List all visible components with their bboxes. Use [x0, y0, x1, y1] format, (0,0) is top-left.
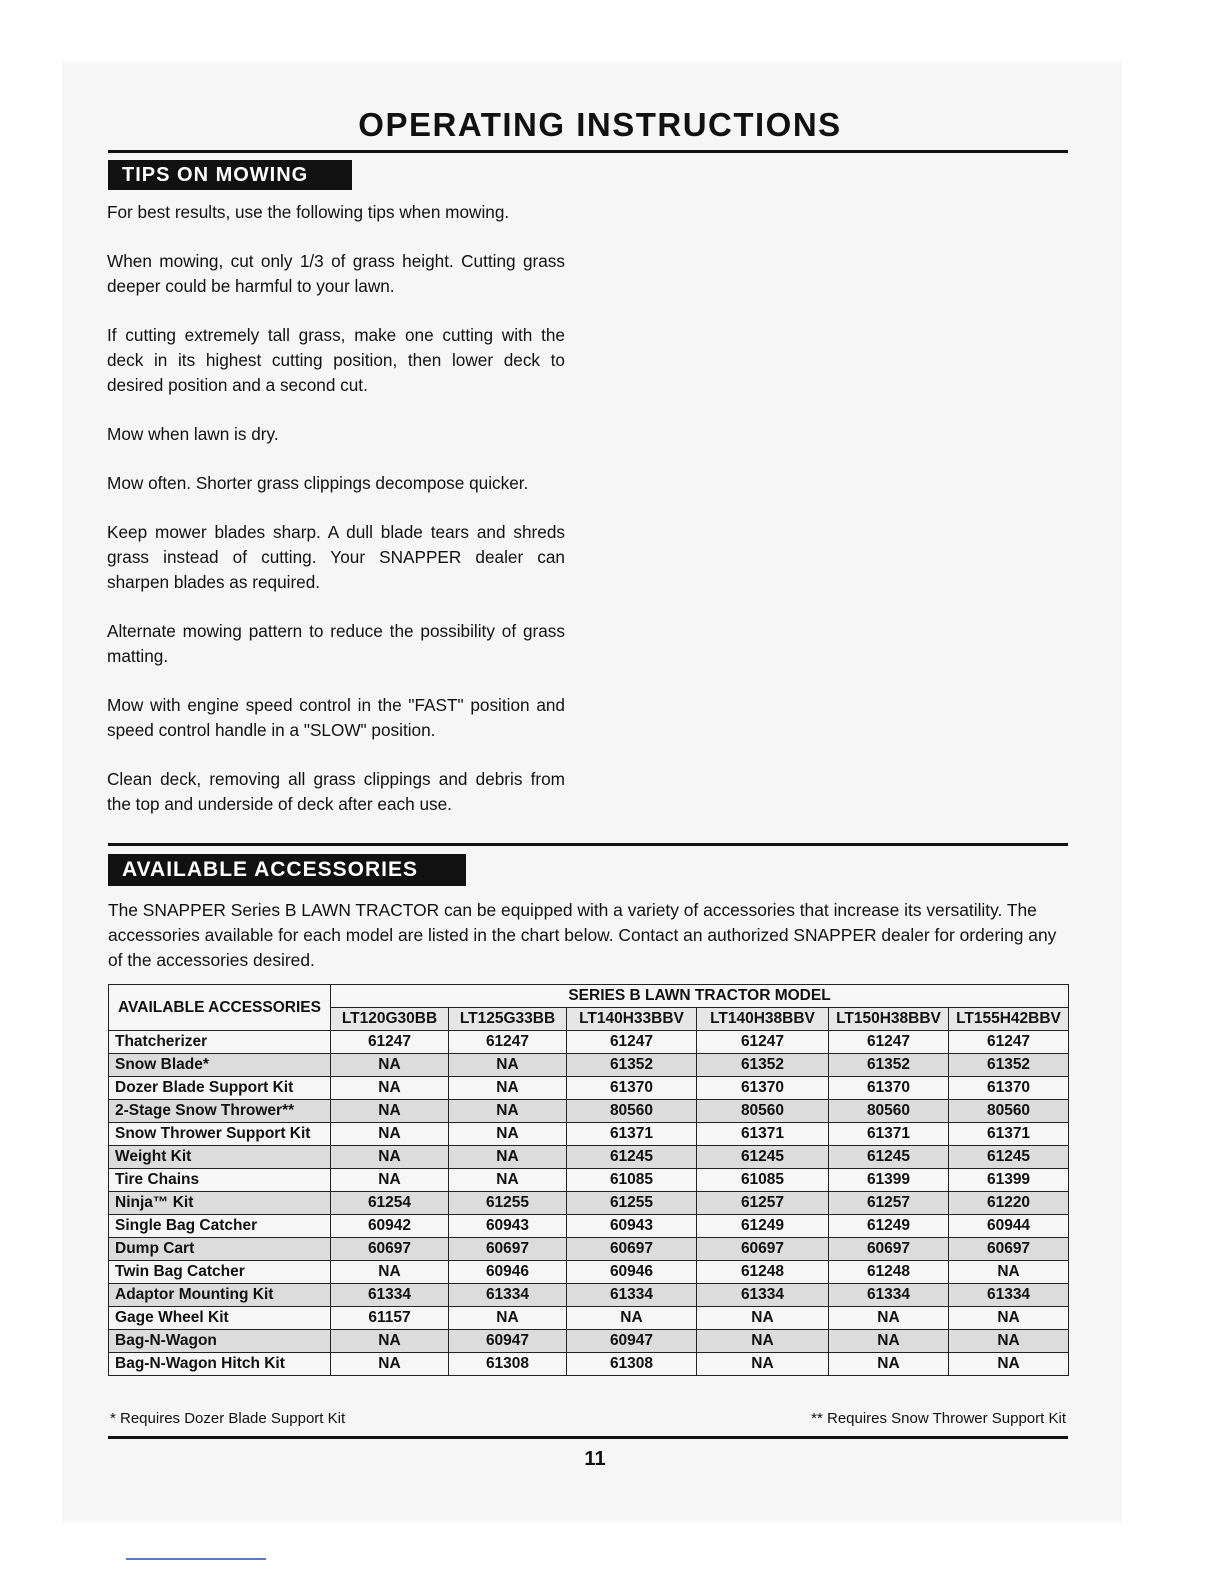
part-number-cell: 61370	[567, 1077, 697, 1100]
part-number-cell: 60944	[949, 1215, 1069, 1238]
tip-paragraph: Mow with engine speed control in the "FAST" position and speed control handle in a "SLOW" position.	[107, 695, 565, 740]
table-row	[109, 1261, 1069, 1284]
table-row	[109, 1284, 1069, 1307]
accessory-name: Weight Kit	[109, 1146, 331, 1169]
part-number-cell: 60697	[331, 1238, 449, 1261]
part-number-cell: 61247	[567, 1031, 697, 1054]
model-header: LT140H38BBV	[697, 1008, 829, 1031]
part-number-cell: 61254	[331, 1192, 449, 1215]
part-number-cell: 61247	[949, 1031, 1069, 1054]
part-number-cell: 61352	[567, 1054, 697, 1077]
part-number-cell: 60947	[567, 1330, 697, 1353]
part-number-cell: 61308	[567, 1353, 697, 1376]
accessory-name: Twin Bag Catcher	[109, 1261, 331, 1284]
tip-paragraph: Keep mower blades sharp. A dull blade tears and shreds grass instead of cutting. Your SNAPPER dealer can sharpen blades as required.	[107, 522, 565, 592]
part-number-cell: NA	[949, 1353, 1069, 1376]
part-number-cell: 61371	[567, 1123, 697, 1146]
part-number-cell: 60947	[449, 1330, 567, 1353]
table-row	[109, 1100, 1069, 1123]
table-row	[109, 1146, 1069, 1169]
part-number-cell: NA	[697, 1353, 829, 1376]
part-number-cell: NA	[331, 1054, 449, 1077]
model-header: LT155H42BBV	[949, 1008, 1069, 1031]
part-number-cell: 61249	[697, 1215, 829, 1238]
table-row	[109, 1077, 1069, 1100]
tips-section	[107, 200, 565, 841]
part-number-cell: 61371	[697, 1123, 829, 1146]
accessory-name: Gage Wheel Kit	[109, 1307, 331, 1330]
table-row	[109, 1123, 1069, 1146]
accessory-name: Single Bag Catcher	[109, 1215, 331, 1238]
table-row	[109, 1169, 1069, 1192]
footer-rule	[108, 1436, 1068, 1439]
part-number-cell: 60943	[449, 1215, 567, 1238]
accessories-column-header: AVAILABLE ACCESSORIES	[109, 985, 331, 1031]
accessory-name: Ninja™ Kit	[109, 1192, 331, 1215]
accessory-name: Tire Chains	[109, 1169, 331, 1192]
accessory-name: Snow Thrower Support Kit	[109, 1123, 331, 1146]
part-number-cell: 61334	[331, 1284, 449, 1307]
part-number-cell: NA	[949, 1307, 1069, 1330]
table-row	[109, 1307, 1069, 1330]
tip-paragraph: If cutting extremely tall grass, make one cutting with the deck in its highest cutting position, then lower deck to desired position and a second cut.	[107, 325, 565, 395]
part-number-cell: 61255	[449, 1192, 567, 1215]
scan-artifact-line	[126, 1558, 266, 1560]
model-header: LT150H38BBV	[829, 1008, 949, 1031]
page-title: OPERATING INSTRUCTIONS	[358, 106, 842, 143]
part-number-cell: 61334	[567, 1284, 697, 1307]
table-row	[109, 1031, 1069, 1054]
part-number-cell: 61247	[829, 1031, 949, 1054]
part-number-cell: 61085	[697, 1169, 829, 1192]
part-number-cell: NA	[829, 1330, 949, 1353]
part-number-cell: 61334	[829, 1284, 949, 1307]
accessory-name: Adaptor Mounting Kit	[109, 1284, 331, 1307]
part-number-cell: 61370	[949, 1077, 1069, 1100]
part-number-cell: 61247	[331, 1031, 449, 1054]
title-rule	[108, 150, 1068, 153]
part-number-cell: 60946	[449, 1261, 567, 1284]
part-number-cell: 61352	[829, 1054, 949, 1077]
part-number-cell: 61249	[829, 1215, 949, 1238]
tip-paragraph: When mowing, cut only 1/3 of grass height. Cutting grass deeper could be harmful to your lawn.	[107, 251, 565, 296]
part-number-cell: 61370	[829, 1077, 949, 1100]
part-number-cell: 61248	[697, 1261, 829, 1284]
tip-paragraph: For best results, use the following tips when mowing.	[107, 202, 510, 222]
part-number-cell: 80560	[567, 1100, 697, 1123]
part-number-cell: 60697	[449, 1238, 567, 1261]
accessories-table	[108, 984, 1069, 1376]
accessory-name: Bag-N-Wagon Hitch Kit	[109, 1353, 331, 1376]
part-number-cell: NA	[449, 1054, 567, 1077]
footnote-snow-thrower: ** Requires Snow Thrower Support Kit	[811, 1410, 1066, 1427]
accessories-heading: AVAILABLE ACCESSORIES	[108, 854, 466, 886]
part-number-cell: 60697	[949, 1238, 1069, 1261]
accessories-intro: The SNAPPER Series B LAWN TRACTOR can be equipped with a variety of accessories that increase its versatility. The accessories available for each model are listed in the chart below. Contact an authorized SNAPPER dealer for ordering any of the accessories desired.	[108, 900, 1057, 970]
part-number-cell: 61245	[567, 1146, 697, 1169]
part-number-cell: 61255	[567, 1192, 697, 1215]
section-rule	[108, 843, 1068, 846]
part-number-cell: NA	[567, 1307, 697, 1330]
part-number-cell: 60946	[567, 1261, 697, 1284]
table-row	[109, 1192, 1069, 1215]
part-number-cell: NA	[949, 1330, 1069, 1353]
part-number-cell: 60697	[567, 1238, 697, 1261]
accessory-name: Thatcherizer	[109, 1031, 331, 1054]
part-number-cell: NA	[449, 1123, 567, 1146]
tips-heading: TIPS ON MOWING	[108, 160, 352, 190]
part-number-cell: NA	[331, 1261, 449, 1284]
tip-paragraph: Mow when lawn is dry.	[107, 424, 279, 444]
part-number-cell: 61399	[829, 1169, 949, 1192]
footnote-dozer: * Requires Dozer Blade Support Kit	[110, 1410, 346, 1427]
part-number-cell: 61220	[949, 1192, 1069, 1215]
part-number-cell: NA	[331, 1146, 449, 1169]
accessory-name: Bag-N-Wagon	[109, 1330, 331, 1353]
part-number-cell: 61248	[829, 1261, 949, 1284]
part-number-cell: NA	[331, 1077, 449, 1100]
table-row	[109, 1330, 1069, 1353]
table-row	[109, 1215, 1069, 1238]
part-number-cell: NA	[829, 1353, 949, 1376]
part-number-cell: NA	[697, 1307, 829, 1330]
part-number-cell: 61334	[949, 1284, 1069, 1307]
part-number-cell: 61257	[697, 1192, 829, 1215]
part-number-cell: 60943	[567, 1215, 697, 1238]
part-number-cell: 61247	[449, 1031, 567, 1054]
part-number-cell: 61257	[829, 1192, 949, 1215]
part-number-cell: NA	[697, 1330, 829, 1353]
part-number-cell: 61157	[331, 1307, 449, 1330]
part-number-cell: 61352	[949, 1054, 1069, 1077]
part-number-cell: NA	[449, 1146, 567, 1169]
part-number-cell: NA	[829, 1307, 949, 1330]
model-header: LT140H33BBV	[567, 1008, 697, 1031]
part-number-cell: 60697	[697, 1238, 829, 1261]
part-number-cell: 61245	[949, 1146, 1069, 1169]
part-number-cell: 80560	[829, 1100, 949, 1123]
part-number-cell: 61085	[567, 1169, 697, 1192]
part-number-cell: NA	[331, 1169, 449, 1192]
accessory-name: Dozer Blade Support Kit	[109, 1077, 331, 1100]
part-number-cell: 61308	[449, 1353, 567, 1376]
table-row	[109, 1054, 1069, 1077]
part-number-cell: 61371	[829, 1123, 949, 1146]
model-group-header: SERIES B LAWN TRACTOR MODEL	[331, 985, 1069, 1008]
part-number-cell: 60942	[331, 1215, 449, 1238]
part-number-cell: NA	[331, 1123, 449, 1146]
part-number-cell: NA	[449, 1077, 567, 1100]
model-header: LT125G33BB	[449, 1008, 567, 1031]
part-number-cell: 80560	[949, 1100, 1069, 1123]
part-number-cell: NA	[331, 1353, 449, 1376]
part-number-cell: 61334	[449, 1284, 567, 1307]
part-number-cell: 61371	[949, 1123, 1069, 1146]
part-number-cell: 80560	[697, 1100, 829, 1123]
page-number: 11	[584, 1448, 606, 1470]
part-number-cell: NA	[449, 1100, 567, 1123]
part-number-cell: NA	[449, 1307, 567, 1330]
accessory-name: Dump Cart	[109, 1238, 331, 1261]
part-number-cell: 61245	[697, 1146, 829, 1169]
accessory-name: Snow Blade*	[109, 1054, 331, 1077]
table-row	[109, 1353, 1069, 1376]
tip-paragraph: Alternate mowing pattern to reduce the possibility of grass matting.	[107, 621, 565, 666]
part-number-cell: NA	[949, 1261, 1069, 1284]
accessory-name: 2-Stage Snow Thrower**	[109, 1100, 331, 1123]
part-number-cell: NA	[449, 1169, 567, 1192]
tip-paragraph: Clean deck, removing all grass clippings and debris from the top and underside of deck after each use.	[107, 769, 565, 814]
part-number-cell: 61247	[697, 1031, 829, 1054]
table-row	[109, 1238, 1069, 1261]
part-number-cell: 61352	[697, 1054, 829, 1077]
tip-paragraph: Mow often. Shorter grass clippings decompose quicker.	[107, 473, 529, 493]
model-header: LT120G30BB	[331, 1008, 449, 1031]
part-number-cell: 61334	[697, 1284, 829, 1307]
part-number-cell: NA	[331, 1330, 449, 1353]
part-number-cell: NA	[331, 1100, 449, 1123]
part-number-cell: 60697	[829, 1238, 949, 1261]
part-number-cell: 61399	[949, 1169, 1069, 1192]
part-number-cell: 61245	[829, 1146, 949, 1169]
part-number-cell: 61370	[697, 1077, 829, 1100]
